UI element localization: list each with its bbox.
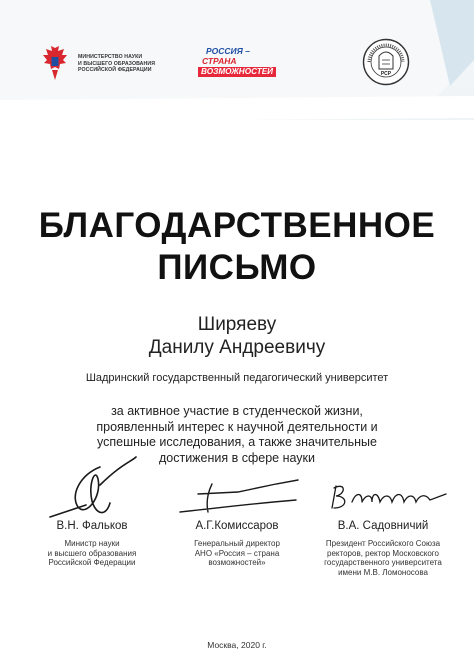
- award-reason-line: достижения в сфере науки: [158, 450, 316, 465]
- signatory-name: А.Г.Комиссаров: [195, 520, 279, 532]
- russia-land-of-opportunity-logo: [198, 46, 274, 80]
- document-title-line-1: БЛАГОДАРСТВЕННОЕ: [38, 206, 436, 245]
- logo-line-1: РОССИЯ –: [206, 46, 250, 56]
- award-reason-line: успешные исследования, а также значительные: [97, 435, 377, 449]
- position-line: имени М.В. Ломоносова: [338, 567, 428, 577]
- signatory-name: В.Н. Фальков: [56, 520, 128, 532]
- position-line: Министр науки: [64, 539, 120, 548]
- award-reason-line: проявленный интерес к научной деятельности и: [96, 419, 378, 434]
- signatory-position: [162, 539, 312, 568]
- position-line: Генеральный директор: [194, 539, 280, 548]
- ministry-logo: [40, 42, 180, 86]
- signatory-name: В.А. Садовничий: [337, 520, 429, 532]
- double-headed-eagle-icon: [40, 44, 70, 84]
- position-line: АНО «Россия – страна: [194, 548, 280, 558]
- place-and-year: Москва, 2020 г.: [207, 640, 267, 650]
- rectors-union-seal-icon: [362, 38, 410, 86]
- signatory-position: [17, 539, 167, 568]
- document-title-line-2: ПИСЬМО: [157, 248, 317, 287]
- ministry-name-line: РОССИЙСКОЙ ФЕДЕРАЦИИ: [78, 67, 152, 74]
- sadovnichy-signature: [322, 478, 452, 518]
- seal-initials: РСР: [380, 71, 392, 77]
- komissarov-signature: [168, 478, 308, 518]
- university-name: Шадринский государственный педагогический университет: [85, 372, 389, 384]
- position-line: Российской Федерации: [48, 558, 136, 568]
- logo-line-2: СТРАНА: [202, 56, 237, 66]
- position-line: и высшего образования: [47, 548, 137, 558]
- position-line: государственного университета: [324, 558, 442, 568]
- ministry-name-line: И ВЫСШЕГО ОБРАЗОВАНИЯ: [78, 60, 156, 67]
- signatory-position: [308, 539, 458, 577]
- position-line: ректоров, ректор Московского: [327, 548, 439, 558]
- ministry-name-line: МИНИСТЕРСТВО НАУКИ: [78, 54, 143, 61]
- recipient-given-names: Данилу Андреевичу: [148, 337, 326, 358]
- position-line: возможностей»: [208, 558, 266, 568]
- falkov-signature: [40, 455, 150, 525]
- logo-line-3: ВОЗМОЖНОСТЕЙ: [198, 67, 276, 77]
- recipient-surname: Ширяеву: [197, 314, 277, 335]
- position-line: Президент Российского Союза: [325, 539, 441, 548]
- award-reason-line: за активное участие в студенческой жизни,: [111, 404, 363, 418]
